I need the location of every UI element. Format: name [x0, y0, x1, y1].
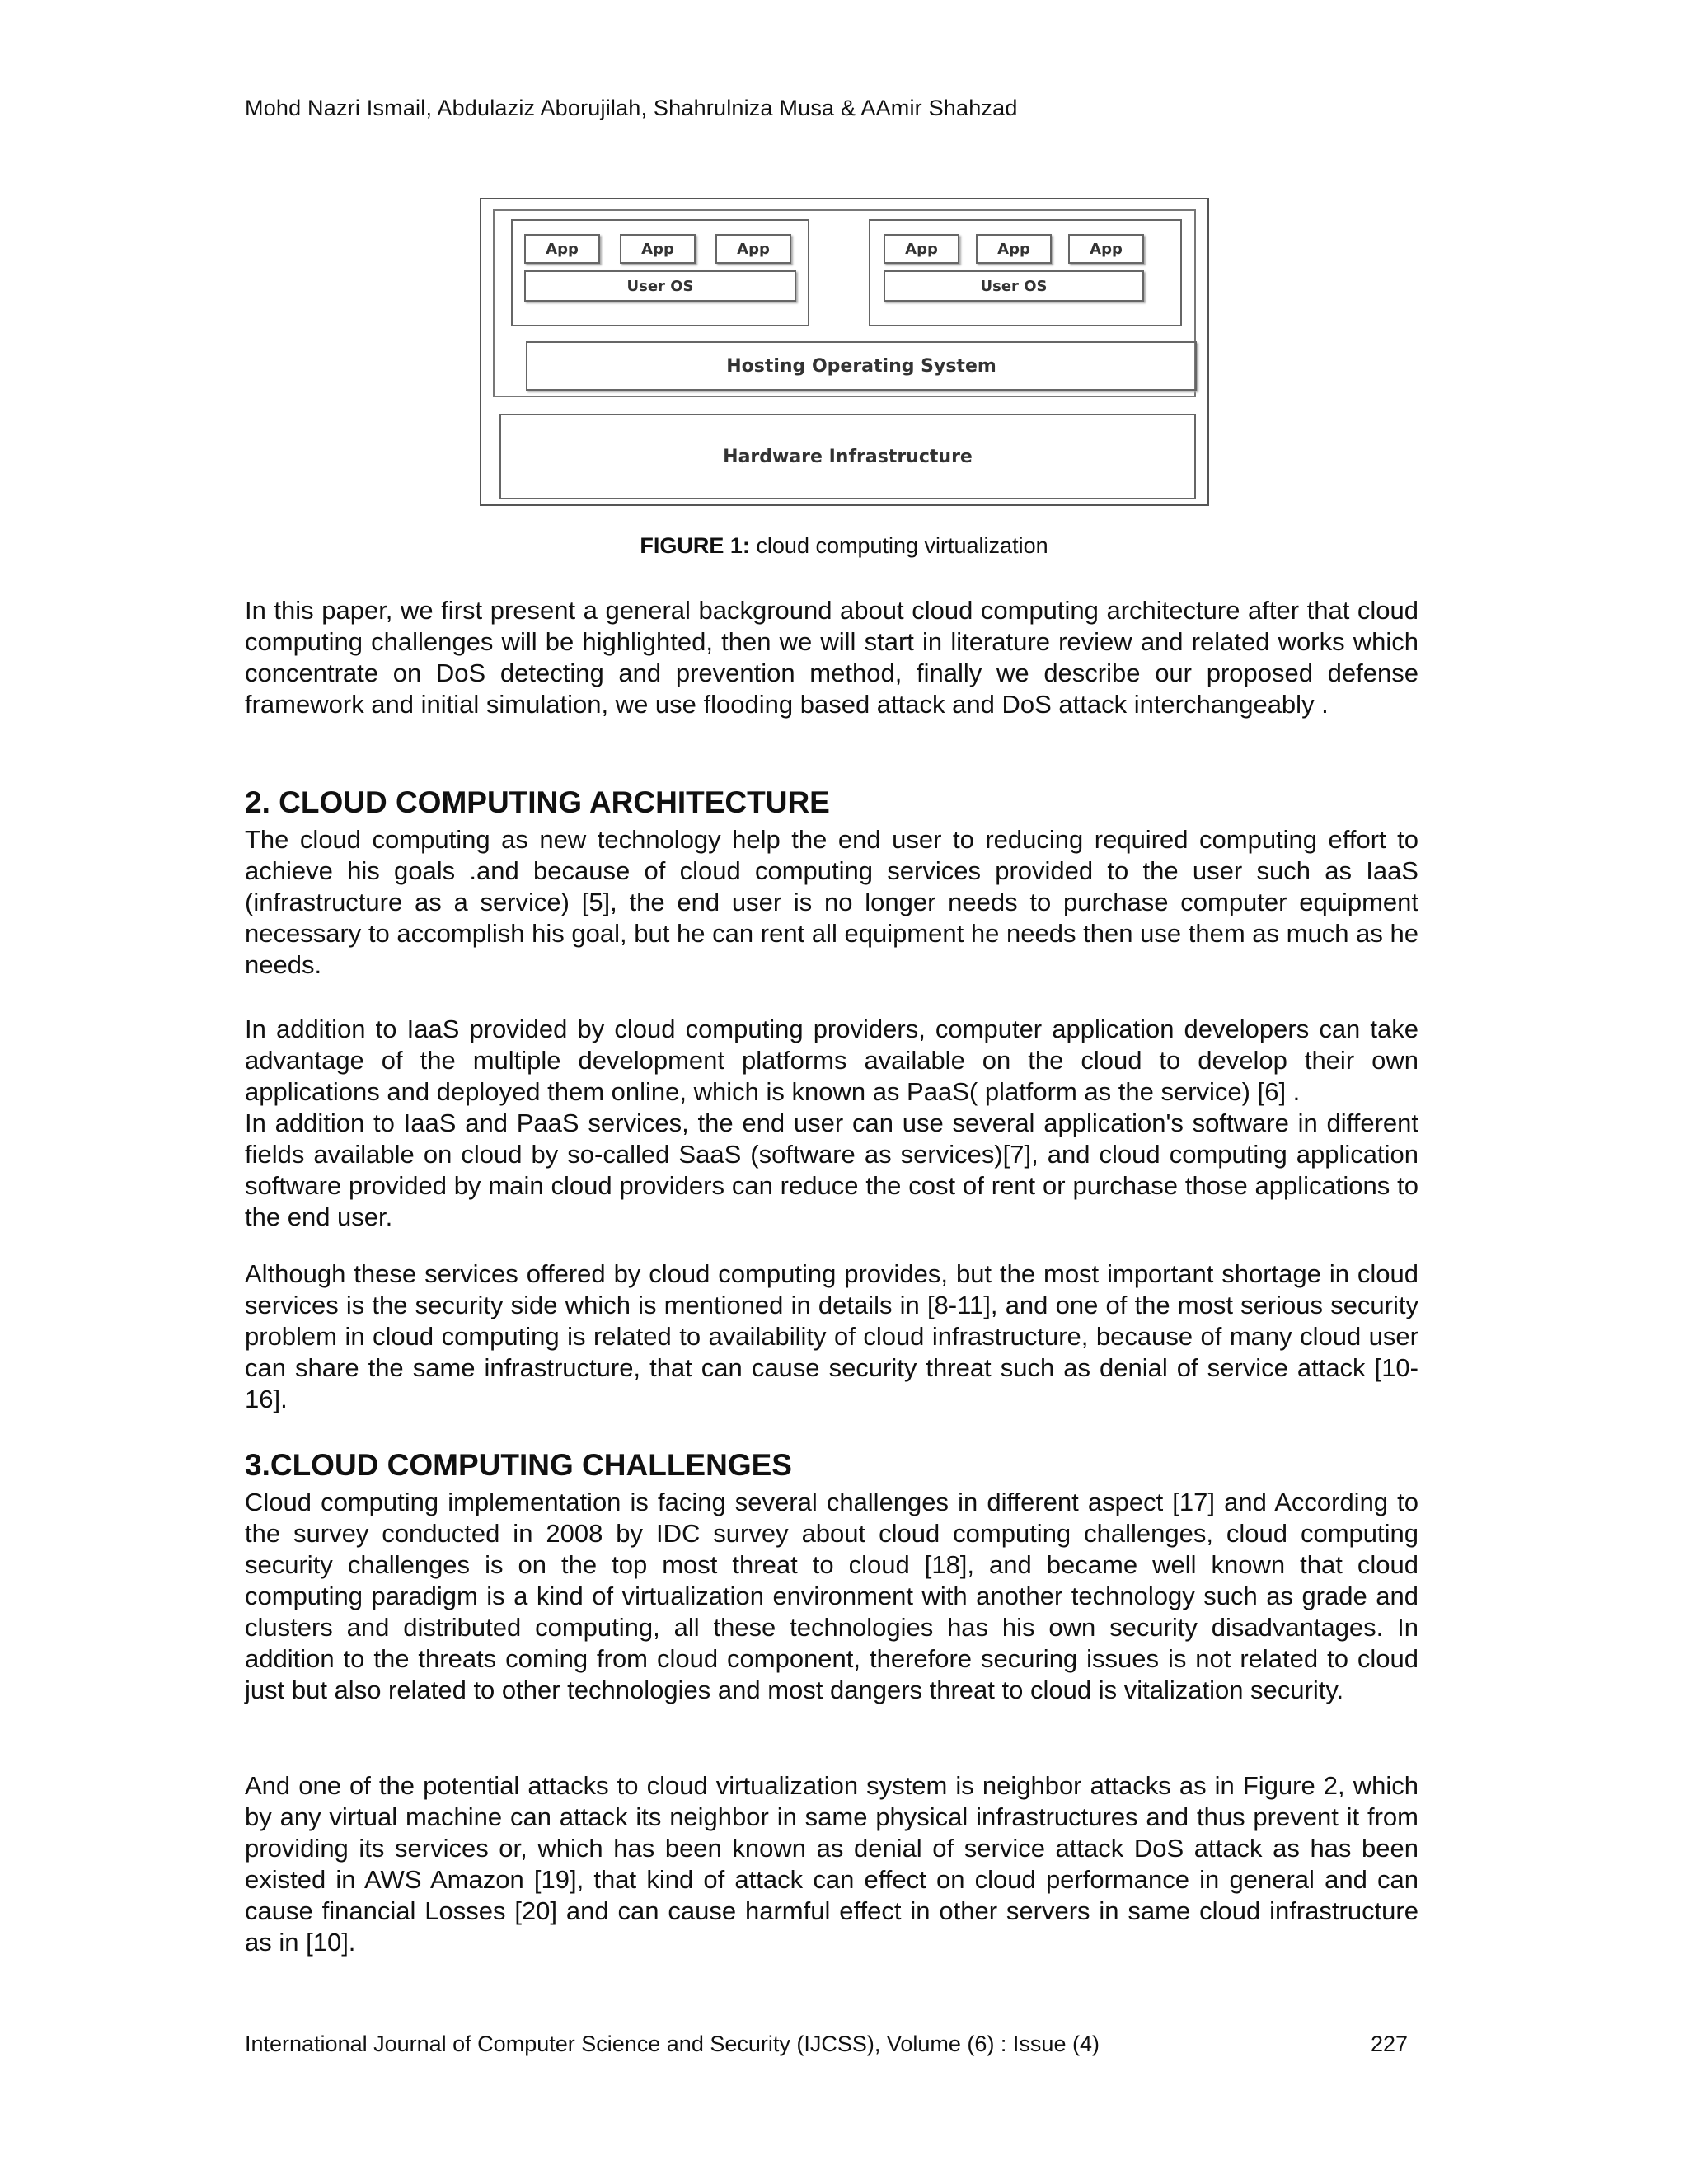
- user-os-box: User OS: [884, 270, 1144, 302]
- app-box: App: [1068, 234, 1144, 264]
- section-3-heading: 3.CLOUD COMPUTING CHALLENGES: [245, 1448, 792, 1482]
- section-2-paragraph-3: In addition to IaaS and PaaS services, the end user can use several application's software in different fields available on cloud by so-called SaaS (software as services)[7], and cloud computing application software provided by main cloud providers can reduce the cost of rent or purchase those applications to the end user.: [245, 1108, 1418, 1231]
- section-2-paragraph-4: Although these services offered by cloud computing provides, but the most important shortage in cloud services is the security side which is mentioned in details in [8-11], and one of the most serious security problem in cloud computing is related to availability of cloud infrastructure, because of many cloud user can share the same infrastructure, that can cause security threat such as denial of service attack [10-16].: [245, 1259, 1418, 1413]
- section-3-paragraph-1: Cloud computing implementation is facing several challenges in different aspect [17] and According to the survey conducted in 2008 by IDC survey about cloud computing challenges, cloud computing security challenges is on the top most threat to cloud [18], and became well known that cloud computing paradigm is a kind of virtualization environment with another technology such as grade and clusters and distributed computing, all these technologies has his own security disadvantages. In addition to the threats coming from cloud component, therefore securing issues is not related to cloud just but also related to other technologies and most dangers threat to cloud is vitalization security.: [245, 1488, 1418, 1704]
- app-box: App: [884, 234, 959, 264]
- hosting-os-box: Hosting Operating System: [526, 341, 1197, 391]
- user-os-box: User OS: [524, 270, 796, 302]
- section-3-paragraph-2: And one of the potential attacks to cloud virtualization system is neighbor attacks as in Figure 2, which by any virtual machine can attack its neighbor in same physical infrastructures and thus prevent it from providing its services or, which has been known as denial of service attack DoS attack as has been existed in AWS Amazon [19], that kind of attack can effect on cloud performance in general and can cause financial Losses [20] and can cause harmful effect in other servers in same cloud infrastructure as in [10].: [245, 1771, 1418, 1957]
- figure-caption: [0, 533, 1688, 559]
- app-box: App: [976, 234, 1052, 264]
- section-2-heading: 2. CLOUD COMPUTING ARCHITECTURE: [245, 785, 830, 819]
- section-2-paragraph-2: In addition to IaaS provided by cloud computing providers, computer application developers can take advantage of the multiple development platforms available on the cloud to develop their own applications and deployed them online, which is known as PaaS( platform as the service) [6] .: [245, 1015, 1418, 1106]
- app-box: App: [620, 234, 696, 264]
- page-number: 227: [1371, 2032, 1409, 2056]
- app-box: App: [715, 234, 791, 264]
- section-2-paragraph-1: The cloud computing as new technology help the end user to reducing required computing effort to achieve his goals .and because of cloud computing services provided to the user such as IaaS (infrastructure as a service) [5], the end user is no longer needs to purchase computer equipment necessary to accomplish his goal, but he can rent all equipment he needs then use them as much as he needs.: [245, 825, 1418, 979]
- footer-journal: International Journal of Computer Science and Security (IJCSS), Volume (6) : Issue (4): [245, 2032, 1100, 2056]
- figure-caption-label: FIGURE 1:: [640, 533, 750, 558]
- app-box: App: [524, 234, 600, 264]
- figure-caption-text: cloud computing virtualization: [749, 533, 1048, 558]
- intro-paragraph: In this paper, we first present a general background about cloud computing architecture after that cloud computing challenges will be highlighted, then we will start in literature review and related works which concentrate on DoS detecting and prevention method, finally we describe our proposed defense framework and initial simulation, we use flooding based attack and DoS attack interchangeably .: [245, 596, 1418, 719]
- hardware-infrastructure-box: Hardware Infrastructure: [499, 414, 1196, 499]
- figure-virtualization-diagram: [480, 198, 1209, 506]
- running-header-authors: Mohd Nazri Ismail, Abdulaziz Aborujilah, Shahrulniza Musa & AAmir Shahzad: [245, 96, 1018, 120]
